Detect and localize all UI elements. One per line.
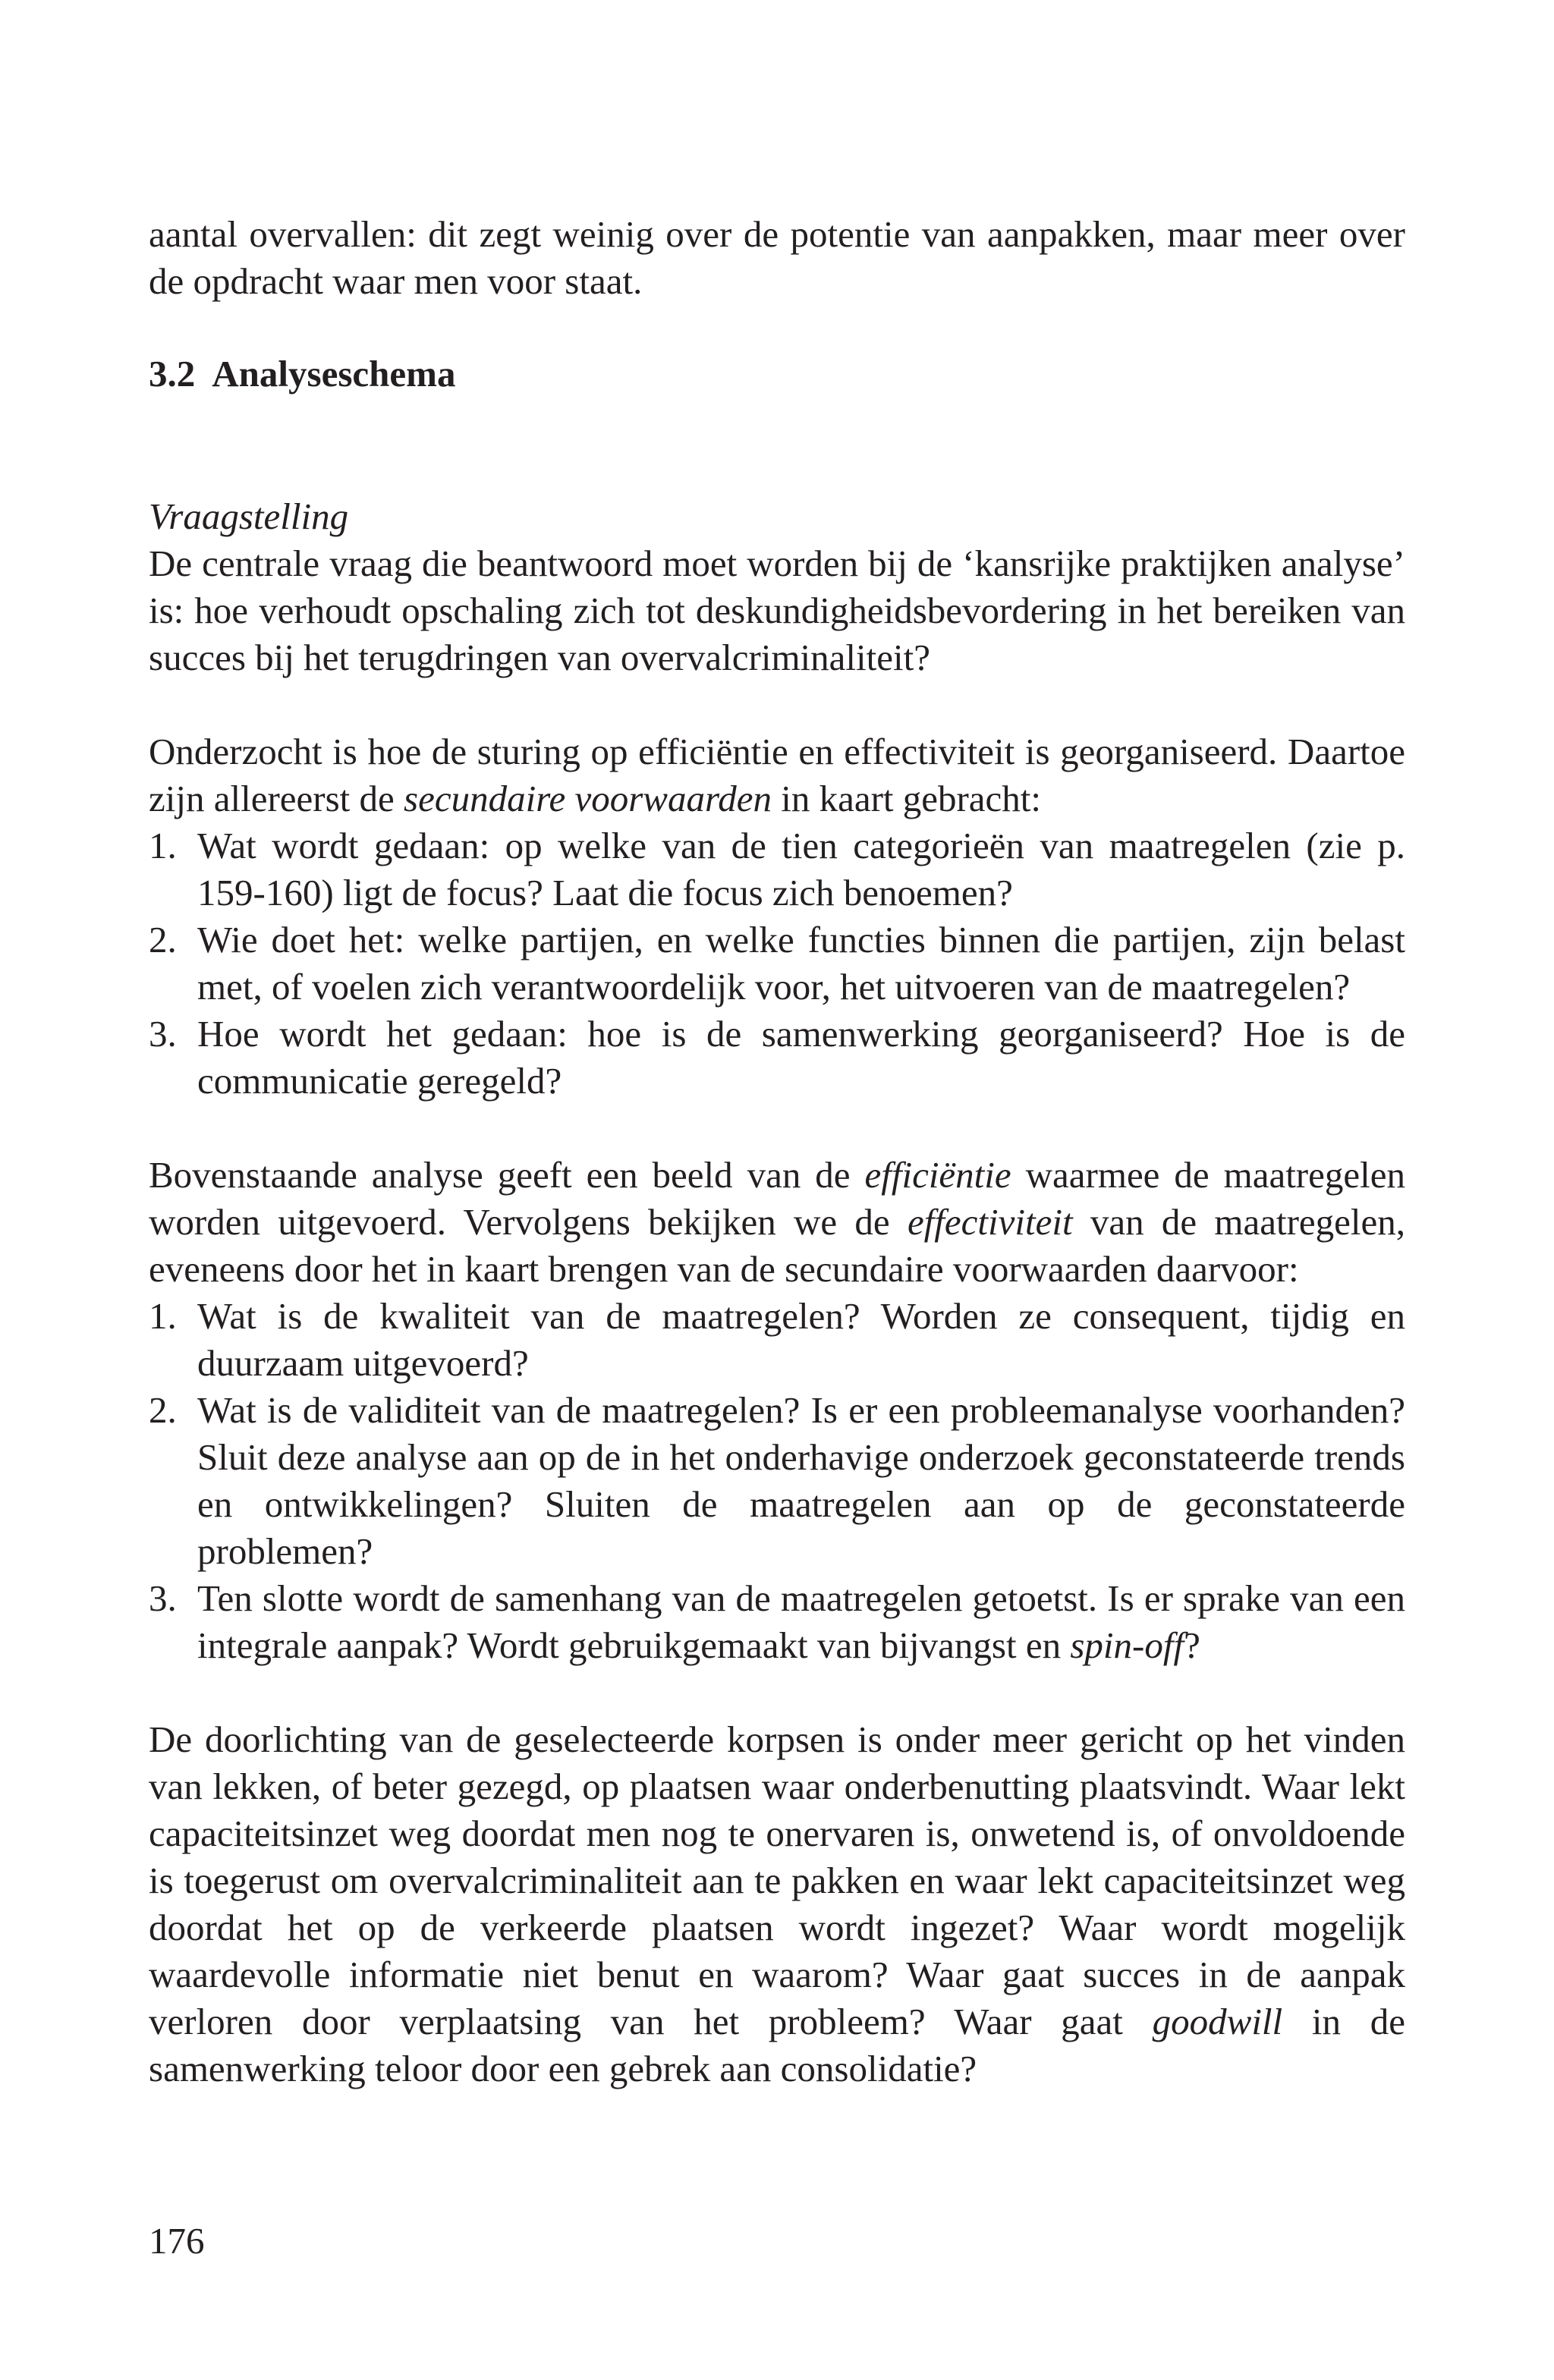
onderzocht-emphasis: secundaire voorwaarden bbox=[404, 778, 772, 819]
page-number: 176 bbox=[149, 2220, 205, 2262]
section-number: 3.2 bbox=[149, 353, 196, 395]
list-item-number: 1. bbox=[149, 1295, 177, 1337]
effectiviteit-emphasis: effectiviteit bbox=[907, 1201, 1073, 1243]
secundaire-voorwaarden-list bbox=[149, 822, 1405, 1105]
list-item bbox=[149, 1011, 1405, 1105]
vraagstelling-paragraph: De centrale vraag die beantwoord moet worden bij de ‘kansrijke praktijken analyse’ is: hoe verhoudt opschaling zich tot deskundigheidsbevordering in het bereiken van succes bij het terugdringen van overvalcriminaliteit? bbox=[149, 542, 1405, 678]
list-item bbox=[149, 916, 1405, 1011]
list-item bbox=[149, 1387, 1405, 1575]
list-item-text: Ten slotte wordt de samenhang van de maatregelen getoetst. Is er sprake van een integrale aanpak? Wordt gebruikgemaakt van bijvangst en bbox=[197, 1577, 1405, 1666]
bovenstaande-text-3: van de maatregelen, eveneens door het in kaart brengen van de secundaire voorwaarden daarvoor: bbox=[149, 1201, 1405, 1290]
list-item-text: Wie doet het: welke partijen, en welke functies binnen die partijen, zijn belast met, of voelen zich verantwoordelijk voor, het uitvoeren van de maatregelen? bbox=[197, 919, 1405, 1008]
list-item-number: 3. bbox=[149, 1577, 177, 1619]
page-body bbox=[149, 211, 1405, 2092]
doorlichting-paragraph bbox=[149, 1716, 1405, 2092]
list-item-number: 3. bbox=[149, 1013, 177, 1055]
section-heading bbox=[149, 351, 1405, 398]
bovenstaande-text-1: Bovenstaande analyse geeft een beeld van de bbox=[149, 1154, 865, 1196]
list-item bbox=[149, 1293, 1405, 1387]
goodwill-emphasis: goodwill bbox=[1152, 2001, 1283, 2042]
doorlichting-text-after: in de samenwerking teloor door een gebrek aan consolidatie? bbox=[149, 2001, 1405, 2089]
spin-off-emphasis: spin-off bbox=[1070, 1624, 1184, 1666]
effectiviteit-list bbox=[149, 1293, 1405, 1669]
vraagstelling-subheading: Vraagstelling bbox=[149, 495, 349, 537]
list-item-text: Wat is de validiteit van de maatregelen? Is er een probleemanalyse voorhanden? Sluit deze analyse aan op de in het onderhavige onderzoek geconstateerde trends en ontwikkelingen? Sluiten de maatregelen aan op de geconstateerde problemen? bbox=[197, 1389, 1405, 1572]
list-item-text: Hoe wordt het gedaan: hoe is de samenwerking georganiseerd? Hoe is de communicatie geregeld? bbox=[197, 1013, 1405, 1102]
list-item bbox=[149, 822, 1405, 916]
list-item-number: 2. bbox=[149, 919, 177, 960]
list-item-number: 2. bbox=[149, 1389, 177, 1431]
bovenstaande-paragraph bbox=[149, 1152, 1405, 1293]
list-item bbox=[149, 1575, 1405, 1669]
list-item-number: 1. bbox=[149, 825, 177, 866]
list-item-text: Wat wordt gedaan: op welke van de tien categorieën van maatregelen (zie p. 159-160) ligt de focus? Laat die focus zich benoemen? bbox=[197, 825, 1405, 913]
onderzocht-text-after: in kaart gebracht: bbox=[771, 778, 1042, 819]
intro-paragraph: aantal overvallen: dit zegt weinig over de potentie van aanpakken, maar meer over de opdracht waar men voor staat. bbox=[149, 213, 1405, 302]
efficientie-emphasis: efficiëntie bbox=[864, 1154, 1011, 1196]
list-item-text: Wat is de kwaliteit van de maatregelen? Worden ze consequent, tijdig en duurzaam uitgevoerd? bbox=[197, 1295, 1405, 1384]
bovenstaande-text-2: waarmee de maatregelen worden uitgevoerd. Vervolgens bekijken we de bbox=[149, 1154, 1405, 1243]
list-item-text-after: ? bbox=[1184, 1624, 1200, 1666]
onderzocht-text-before: Onderzocht is hoe de sturing op efficiëntie en effectiviteit is georganiseerd. Daartoe zijn allereerst de bbox=[149, 731, 1405, 819]
section-title: Analyseschema bbox=[212, 353, 456, 395]
onderzocht-paragraph bbox=[149, 728, 1405, 822]
doorlichting-text-before: De doorlichting van de geselecteerde korpsen is onder meer gericht op het vinden van lekken, of beter gezegd, op plaatsen waar onderbenutting plaatsvindt. Waar lekt capaciteitsinzet weg doordat men nog te onervaren is, onwetend is, of onvoldoende is toegerust om overvalcriminaliteit aan te pakken en waar lekt capaciteitsinzet weg doordat het op de verkeerde plaatsen wordt ingezet? Waar wordt mogelijk waardevolle informatie niet benut en waarom? Waar gaat succes in de aanpak verloren door verplaatsing van het probleem? Waar gaat bbox=[149, 1718, 1405, 2042]
